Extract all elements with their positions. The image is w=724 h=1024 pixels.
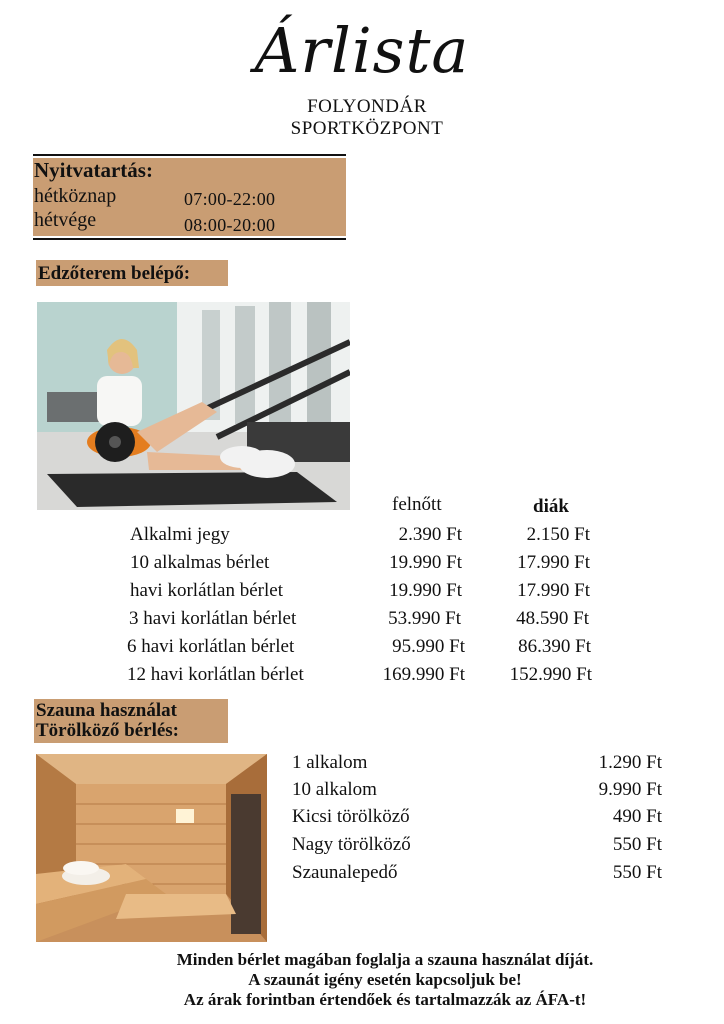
sauna-row-label: 10 alkalom xyxy=(292,779,377,800)
hours-bottom-rule xyxy=(33,238,346,240)
sauna-row-label: Kicsi törölköző xyxy=(292,806,410,827)
gym-row-adult-price: 19.990 Ft xyxy=(389,552,462,573)
gym-row-student-price: 17.990 Ft xyxy=(517,552,590,573)
gym-photo xyxy=(37,302,350,510)
sauna-row-price: 550 Ft xyxy=(612,834,662,855)
gym-row-adult-price: 95.990 Ft xyxy=(392,636,465,657)
footer-line-3: Az árak forintban értendőek és tartalmazzák az ÁFA-t! xyxy=(183,990,587,1009)
sauna-title-line-1: Szauna használat xyxy=(36,700,177,721)
gym-row-label: 10 alkalmas bérlet xyxy=(130,552,270,573)
weekend-label: hétvége xyxy=(34,209,97,231)
footer-line-1: Minden bérlet magában foglalja a szauna használat díját. xyxy=(176,950,594,969)
gym-row-label: 3 havi korlátlan bérlet xyxy=(129,608,297,629)
gym-row-adult-price: 169.990 Ft xyxy=(382,664,465,685)
sauna-photo xyxy=(36,754,267,942)
gym-row-label: havi korlátlan bérlet xyxy=(130,580,283,601)
subtitle-line-2: SPORTKÖZPONT xyxy=(290,118,444,139)
sauna-row-label: 1 alkalom xyxy=(292,752,368,773)
gym-row-student-price: 48.590 Ft xyxy=(516,608,589,629)
gym-row-label: Alkalmi jegy xyxy=(130,524,230,545)
column-header-adult: felnőtt xyxy=(392,494,442,515)
sauna-row-price: 490 Ft xyxy=(612,806,662,827)
gym-row-label: 6 havi korlátlan bérlet xyxy=(127,636,295,657)
sauna-row-price: 9.990 Ft xyxy=(598,779,662,800)
sauna-title-line-2: Törölköző bérlés: xyxy=(36,720,180,741)
footer-line-2: A szaunát igény esetén kapcsoljuk be! xyxy=(248,970,522,989)
page-title: Árlista xyxy=(254,14,470,87)
gym-row-adult-price: 53.990 Ft xyxy=(388,608,461,629)
weekday-label: hétköznap xyxy=(34,185,117,207)
gym-row-label: 12 havi korlátlan bérlet xyxy=(127,664,304,685)
sauna-row-price: 550 Ft xyxy=(612,862,662,883)
gym-section-title: Edzőterem belépő: xyxy=(38,263,191,284)
hours-title: Nyitvatartás: xyxy=(34,158,153,182)
subtitle-line-1: FOLYONDÁR xyxy=(307,96,427,117)
sauna-row-label: Nagy törölköző xyxy=(292,834,411,855)
gym-row-adult-price: 19.990 Ft xyxy=(389,580,462,601)
hours-top-rule xyxy=(33,154,346,156)
weekday-time: 07:00-22:00 xyxy=(184,189,276,209)
column-header-student: diák xyxy=(533,496,569,517)
sauna-row-label: Szaunalepedő xyxy=(292,862,398,883)
gym-row-student-price: 17.990 Ft xyxy=(517,580,590,601)
sauna-row-price: 1.290 Ft xyxy=(598,752,662,773)
weekend-time: 08:00-20:00 xyxy=(184,215,276,235)
gym-row-student-price: 152.990 Ft xyxy=(509,664,592,685)
gym-row-student-price: 86.390 Ft xyxy=(518,636,591,657)
gym-row-adult-price: 2.390 Ft xyxy=(398,524,462,545)
gym-row-student-price: 2.150 Ft xyxy=(526,524,590,545)
